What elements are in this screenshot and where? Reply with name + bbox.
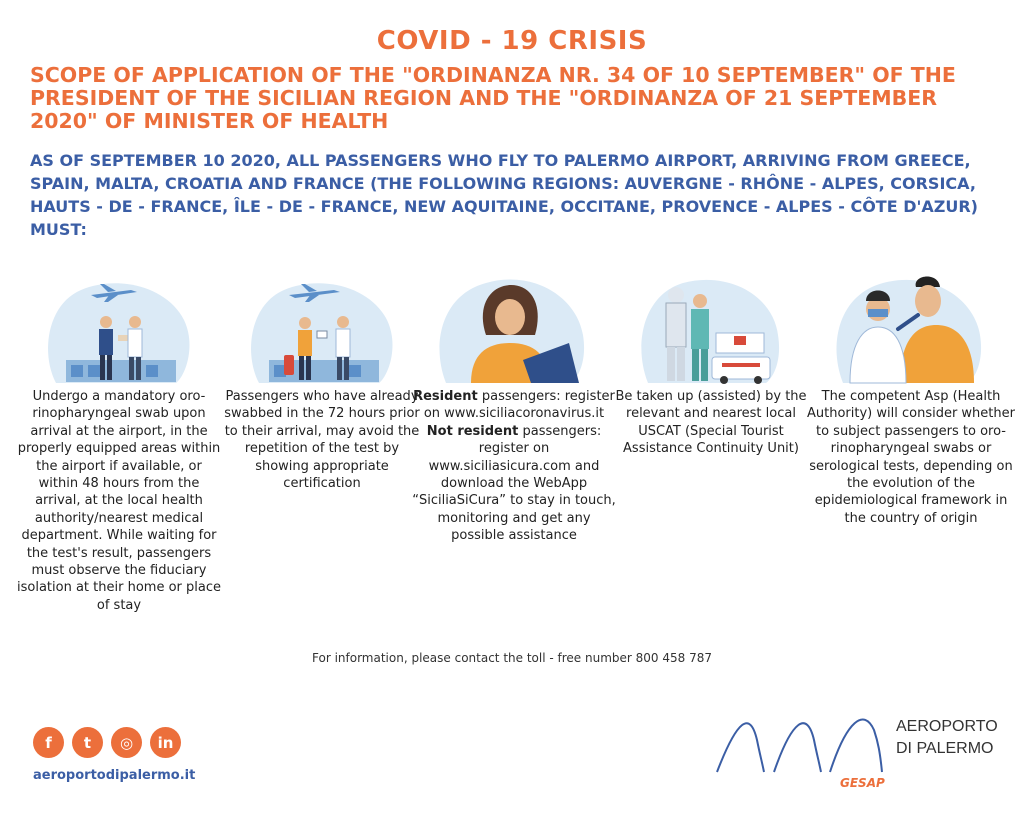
website-link[interactable]: aeroportodipalermo.it: [33, 768, 196, 783]
intro-text: AS OF SEPTEMBER 10 2020, ALL PASSENGERS WHO FLY TO PALERMO AIRPORT, ARRIVING FROM GREECE, SPAIN, MALTA, CROATIA AND FRANCE (THE FOLLOWING REGIONS: AUVERGNE - RHÔNE - ALPES, CORSICA, HAUTS - DE - FRANCE, ÎLE - DE - FRANCE, NEW AQUITAINE, OCCITANE, PROVENCE - ALPES - CÔTE D'AZUR) MUST:: [30, 151, 978, 239]
airport-logo-text: [896, 716, 998, 760]
column-text: [410, 388, 618, 545]
resident-text: passengers: register on www.siciliacoronavirus.it: [423, 389, 615, 422]
resident-label: Resident: [413, 389, 478, 404]
column-text: Undergo a mandatory oro-rinopharyngeal swab upon arrival at the airport, in the properly equipped areas within the airport if available, or within 48 hours from the arrival, at the local health authority/nearest medical department. While waiting for the test's result, passengers must observe the fiduciary isolation at their home or place of stay: [17, 389, 221, 613]
nonresident-label: Not resident: [426, 423, 519, 439]
page-subtitle: SCOPE OF APPLICATION OF THE "ORDINANZA NR. 34 OF 10 SEPTEMBER" OF THE PRESIDENT OF THE SICILIAN REGION AND THE "ORDINANZA OF 21 SEPTEMBER 2020" OF MINISTER OF HEALTH: [30, 63, 956, 133]
nonresident-text: passengers: register on www.siciliasicura.com and download the WebApp “SiciliaSiCura” to stay in touch, monitoring and get any possible assistance: [412, 423, 616, 544]
twitter-icon[interactable]: t: [72, 727, 103, 758]
column-text: Be taken up (assisted) by the relevant and nearest local USCAT (Special Tourist Assistance Continuity Unit): [615, 389, 807, 457]
certification-illustration: [239, 265, 397, 387]
page-title: COVID - 19 CRISIS: [376, 26, 648, 56]
column-text: The competent Asp (Health Authority) will consider whether to subject passengers to oro-rinopharyngeal swabs or serological tests, depending on the evolution of the epidemiological framework in the country of origin: [807, 389, 1015, 526]
logo-line1: AEROPORTO: [896, 718, 998, 735]
social-links: [33, 727, 181, 758]
instagram-icon[interactable]: ◎: [111, 727, 142, 758]
swab-test-illustration: [828, 265, 986, 387]
gesap-label: GESAP: [840, 776, 885, 790]
linkedin-icon[interactable]: in: [150, 727, 181, 758]
facebook-icon[interactable]: f: [33, 727, 64, 758]
logo-line2: DI PALERMO: [896, 740, 994, 757]
column-text: Passengers who have already swabbed in the 72 hours prior to their arrival, may avoid the repetition of the test by showing appropriate certification: [224, 389, 420, 492]
medical-team-illustration: [628, 265, 786, 387]
laptop-user-illustration: [431, 265, 589, 387]
contact-info: For information, please contact the toll - free number 800 458 787: [312, 651, 712, 665]
arrival-swab-illustration: [36, 265, 194, 387]
